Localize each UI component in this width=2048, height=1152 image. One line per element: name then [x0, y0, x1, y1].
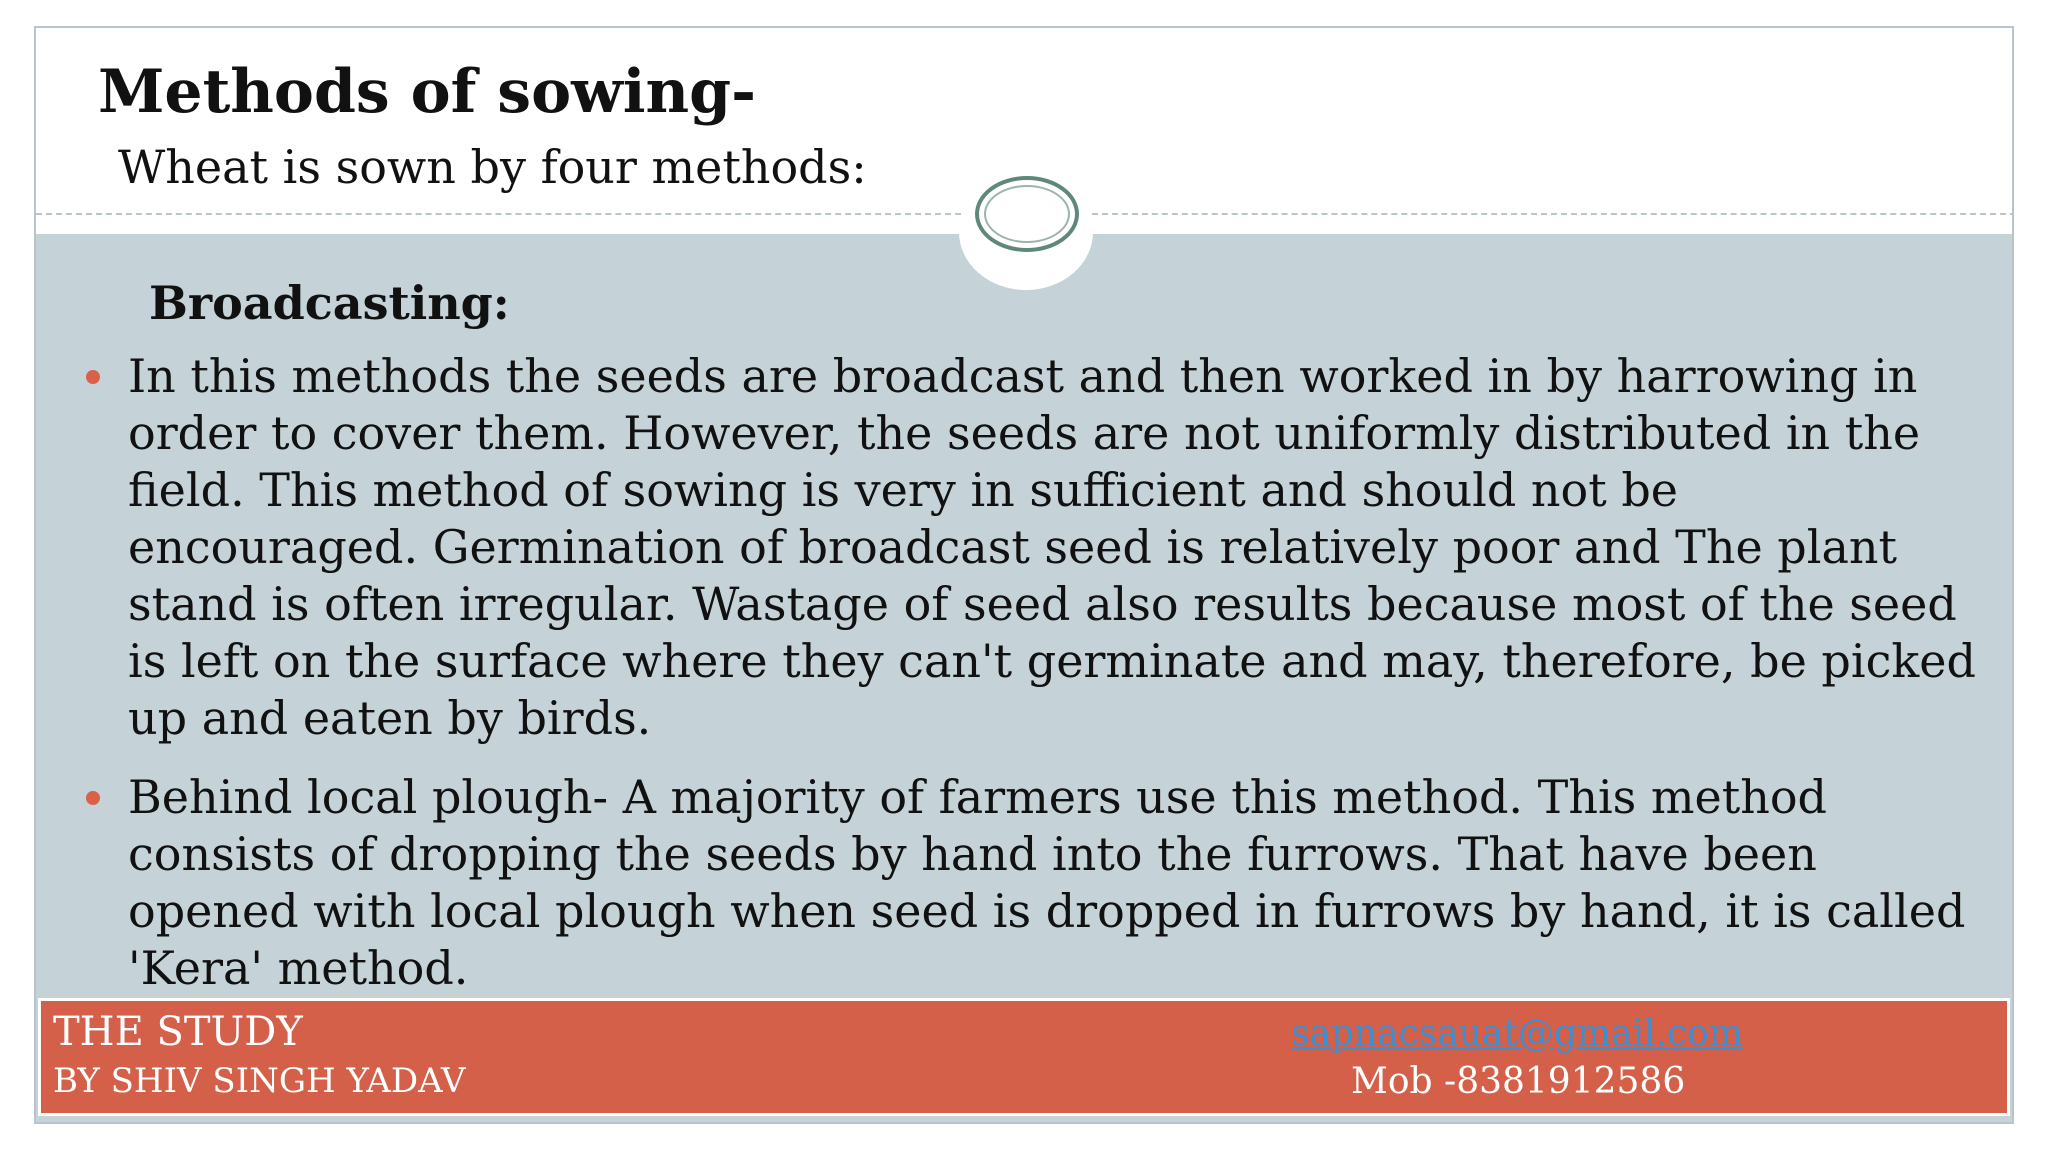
bullet-list [36, 348, 1976, 1019]
bullet-item-broadcasting [36, 348, 1976, 747]
bullet-text: Behind local plough- A majority of farmers use this method. This method consists of dropping the seeds by hand into the furrows. That have been opened with local plough when seed is dropped in furrows by hand, it is called 'Kera' method. [128, 770, 1966, 995]
slide-title: Methods of sowing- [98, 57, 757, 127]
bullet-dot-icon [86, 370, 100, 384]
slide [34, 26, 2014, 1124]
bullet-dot-icon [86, 791, 100, 805]
footer-mobile: Mob -8381912586 [1351, 1061, 1686, 1102]
header-divider-right [1092, 213, 2014, 215]
footer-brand: THE STUDY [53, 1009, 303, 1055]
footer-author: BY SHIV SINGH YADAV [53, 1061, 466, 1101]
bullet-text: In this methods the seeds are broadcast and then worked in by harrowing in order to cover them. However, the seeds are not uniformly distributed in the field. This method of sowing is very in sufficient and should not be encouraged. Germination of broadcast seed is relatively poor and The plant stand is often irregular. Wastage of seed also results because most of the seed is left on the surface where they can't germinate and may, therefore, be picked up and eaten by birds. [128, 349, 1976, 745]
bullet-item-local-plough [36, 769, 1976, 997]
footer-email-link[interactable]: sapnacsauat@gmail.com [1291, 1013, 1743, 1054]
slide-footer [38, 998, 2010, 1116]
oval-ornament-icon [975, 176, 1079, 252]
header-divider-left [36, 213, 961, 215]
section-heading: Broadcasting: [149, 276, 510, 330]
slide-subtitle: Wheat is sown by four methods: [118, 140, 867, 194]
